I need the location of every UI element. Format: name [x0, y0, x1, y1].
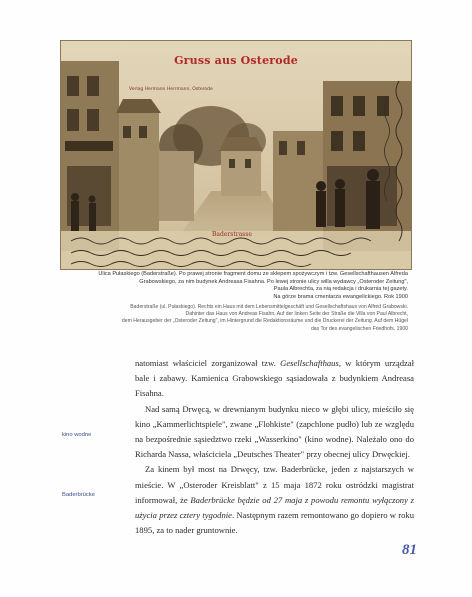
caption-line: Dahinter das Haus von Andreas Fisahn. Auf der linken Seite der Straße die Villa von Paul Albrecht, [185, 311, 408, 318]
margin-note-bridge: Baderbrücke [62, 492, 95, 498]
postcard-street-label: Baderstrasse [212, 231, 252, 238]
paragraph-3 [135, 462, 414, 538]
text-run: , w którym urządzał bale i zabawy. Kamienica Grabowskiego sąsiadowała z budynkiem Andreasa Fisahna. [135, 358, 415, 399]
text-run: natomiast właściciel zorganizował tzw. [135, 358, 281, 368]
text-run: Za kinem był most na Drwęcy, tzw. Baderbrücke, jeden z najstarszych w mieście. W „Osteroder Kreisblatt" z 15 maja 1872 roku ostródzki magistrat informował, że [135, 464, 414, 505]
caption-german [50, 304, 408, 333]
caption-line: Na górze brama cmentarza ewangelickiego. Rok 1900 [273, 293, 408, 300]
text-run: . Następnym razem remontowano go dopiero w roku 1895, za to nader gruntownie. [135, 510, 414, 536]
caption-line: Grabowskiego, za nim budynek Andreasa Fisahna. Po lewej stronie ulicy willa wydawcy „Osteroder Zeitung", [139, 278, 408, 285]
paragraph-1 [135, 356, 414, 402]
caption-line: dem Herausgeber der „Osteroder Zeitung", im Hintergrund die Redaktionsräume und die Druckerei der Zeitung. Auf dem Hügel [121, 318, 408, 325]
body-text [135, 356, 414, 538]
postcard-title: Gruss aus Osterode [174, 54, 298, 67]
text-run-italic: Gesellschafthaus [280, 358, 339, 368]
text-run-italic: Baderbrücke będzie od 27 maja z powodu remontu wyłączony z użycia przez cztery tygodnie [135, 494, 415, 521]
paragraph-2: Nad samą Drwęcą, w drewnianym budynku nieco w głębi ulicy, mieściło się kino „Kammerlichtspiele", zwane „Flohkiste" (zapchlone pudło) lub ze względu na bezpośrednie sąsiedztwo rzeki „Wasserkino" (kino wodne). Należało ono do Richarda Nassa, właściciela „Deutsches Theater" przy obecnej ulicy Drwęckiej. [135, 403, 414, 460]
postcard-photo [60, 40, 412, 270]
postcard-publisher: Verlag Hermann Herrmann, Osterode [129, 87, 213, 92]
caption-polish [52, 271, 408, 301]
margin-note-kino: kino wodne [62, 432, 92, 438]
caption-line: Baderstraße (ul. Pułaskiego). Rechts ein Haus mit dem Lebensmittelgeschäft und Gesellschaftshaus von Alfred Grabowski. [130, 304, 408, 310]
caption-line: Paula Albrechta, za nią redakcja i drukarnia tej gazety. [273, 286, 408, 293]
caption-line: das Tor des evangelischen Friedhofs, 1900 [310, 325, 408, 332]
page-number: 81 [402, 542, 417, 558]
caption-line: Ulica Pułaskiego (Baderstraße). Po prawej stronie fragment domu ze sklepem spożywczym i tzw. Gesellschafthausen Alfreda [98, 271, 408, 277]
